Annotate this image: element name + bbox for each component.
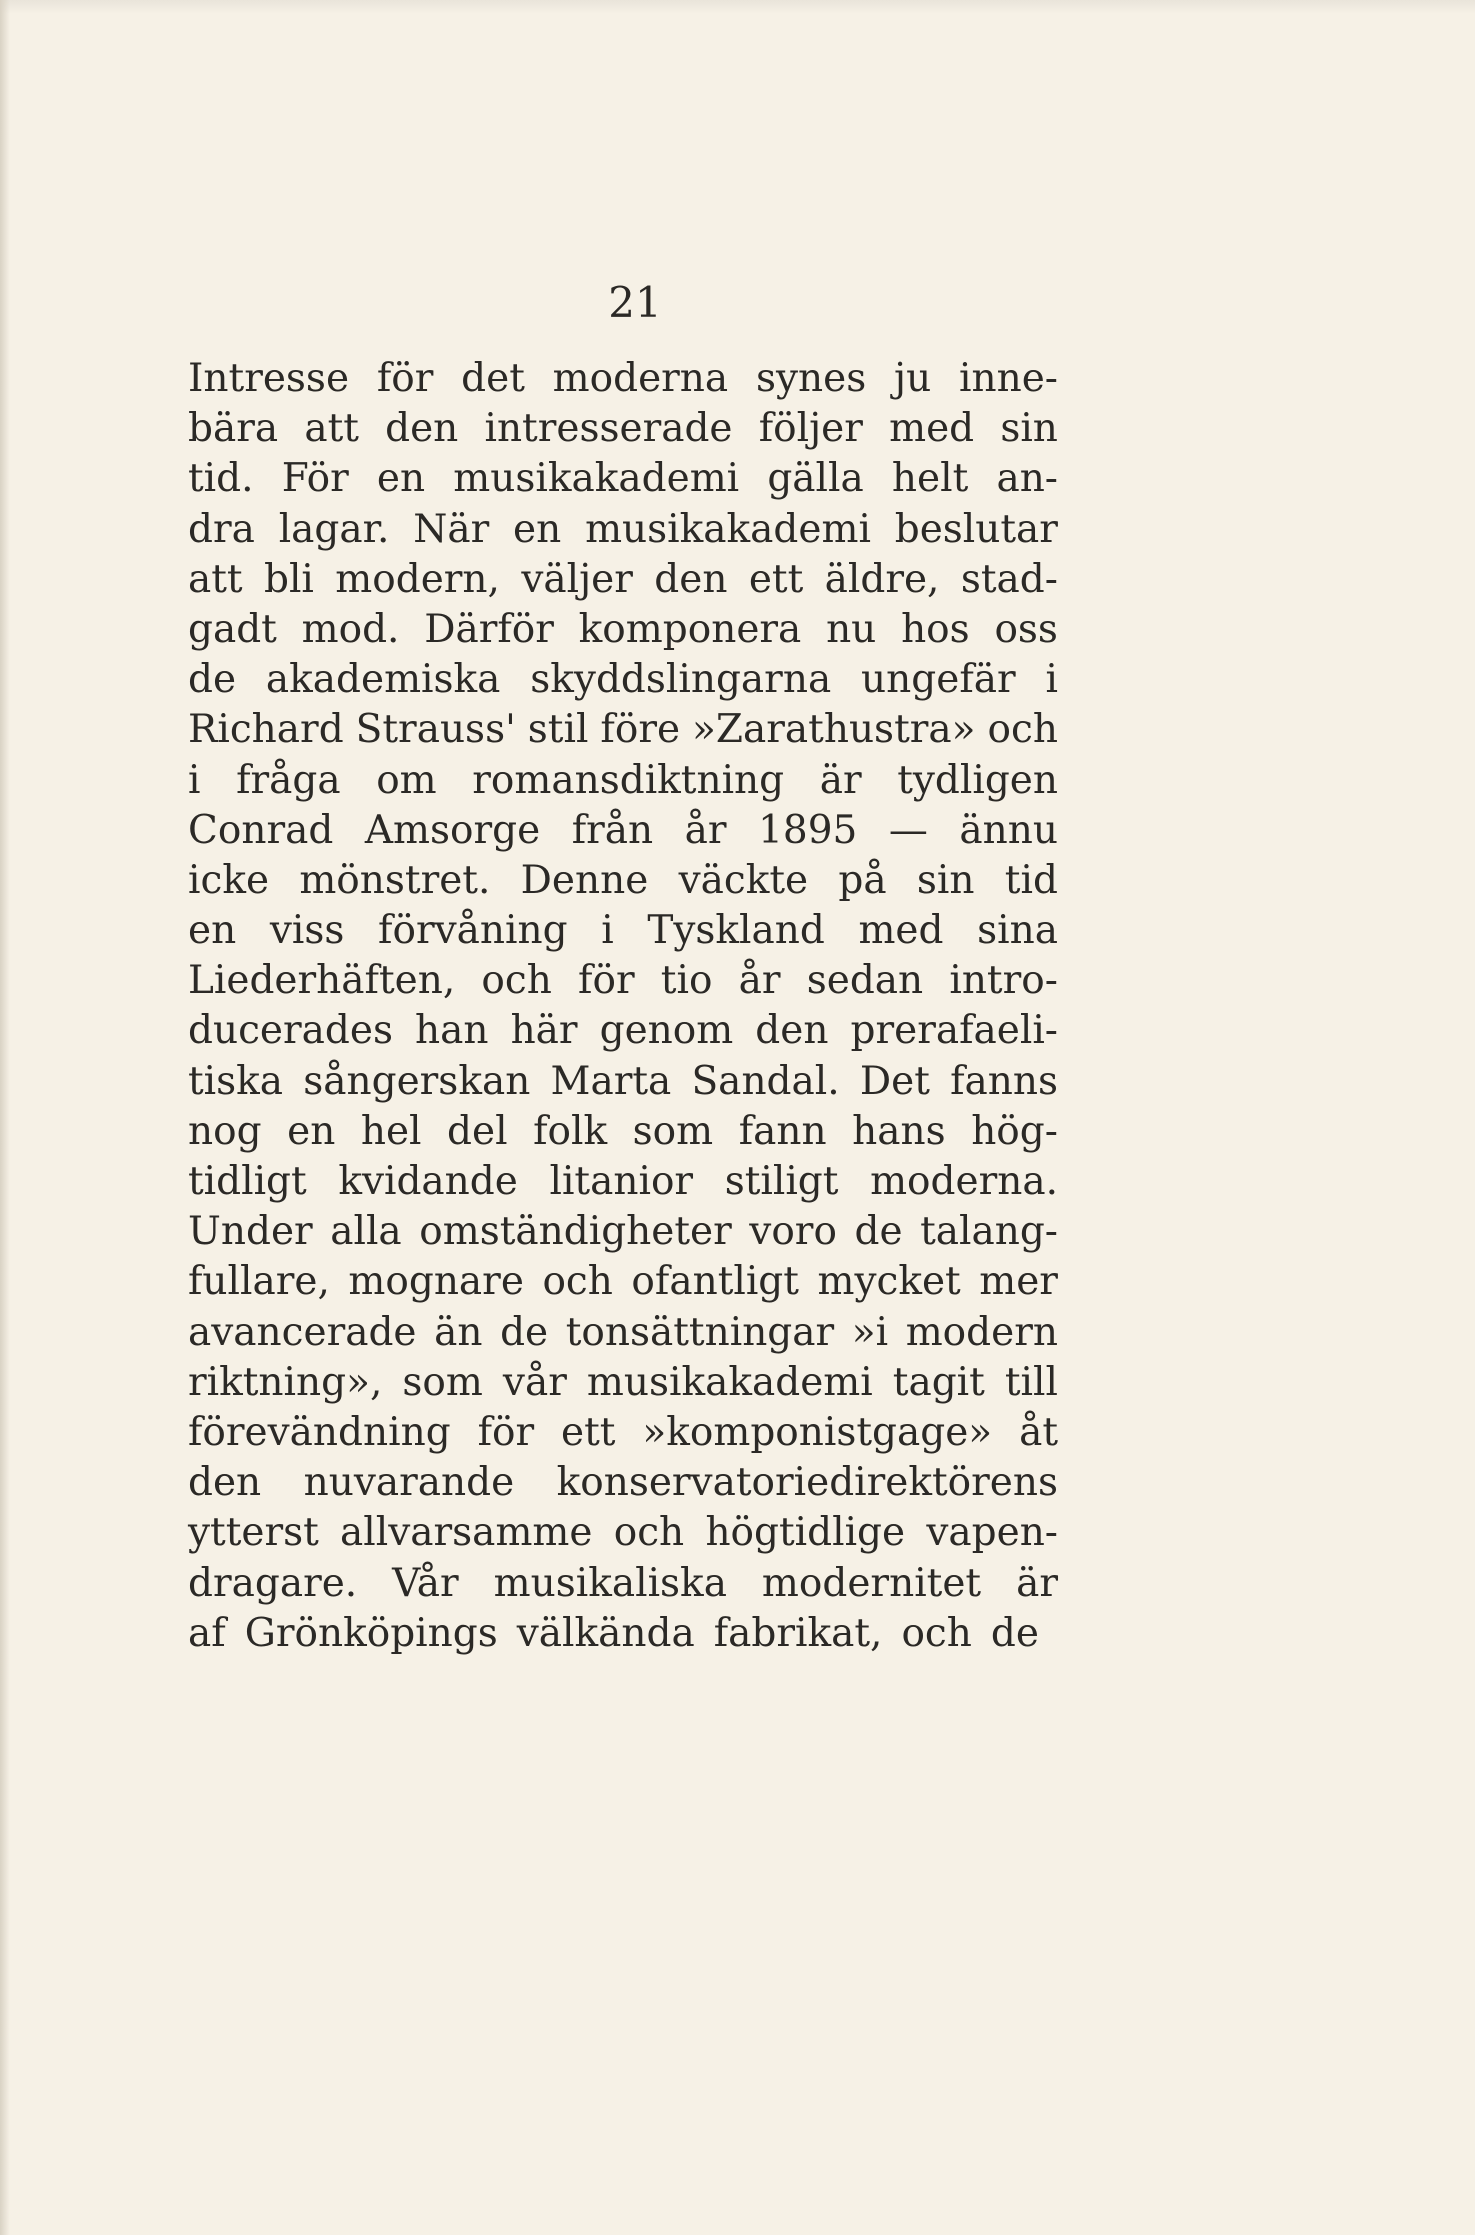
word: han bbox=[415, 1008, 489, 1054]
text-line bbox=[188, 1610, 1058, 1663]
word: modern, bbox=[335, 556, 500, 602]
word: förevändning bbox=[188, 1409, 451, 1455]
word: i bbox=[188, 757, 201, 803]
word: för bbox=[477, 1409, 535, 1455]
word: mod. bbox=[301, 606, 400, 652]
word: »i bbox=[851, 1309, 889, 1355]
word: För bbox=[281, 456, 349, 502]
word: år bbox=[684, 807, 727, 853]
word: Conrad bbox=[188, 807, 334, 853]
word: del bbox=[447, 1108, 508, 1154]
word: stad- bbox=[960, 556, 1058, 602]
word: om bbox=[376, 757, 437, 803]
word: fullare, bbox=[188, 1259, 330, 1305]
word: de bbox=[188, 657, 237, 703]
word: med bbox=[858, 908, 944, 954]
word: tid bbox=[1004, 857, 1058, 903]
word: musikaliska bbox=[493, 1560, 727, 1606]
word: Det bbox=[859, 1058, 930, 1104]
word: åt bbox=[1019, 1409, 1058, 1455]
word: sin bbox=[1000, 406, 1058, 452]
word: i bbox=[601, 908, 614, 954]
word: alla bbox=[330, 1209, 402, 1255]
word: högtidlige bbox=[705, 1510, 906, 1556]
word: Marta bbox=[550, 1058, 672, 1104]
word: fabrikat, bbox=[713, 1610, 883, 1656]
text-line bbox=[188, 1261, 1058, 1311]
word: att bbox=[188, 556, 243, 602]
word: inne- bbox=[959, 356, 1058, 401]
text-line bbox=[188, 960, 1058, 1010]
word: till bbox=[1004, 1359, 1058, 1405]
word: Tyskland bbox=[647, 908, 825, 954]
word: ytterst bbox=[188, 1510, 319, 1556]
word: moderna. bbox=[870, 1159, 1058, 1204]
word: tidligt bbox=[188, 1159, 307, 1204]
word: komponera bbox=[578, 606, 802, 652]
page-binding-shadow bbox=[0, 0, 10, 2235]
word: Grönköpings bbox=[244, 1610, 498, 1656]
word: tagit bbox=[892, 1359, 985, 1405]
word: an- bbox=[996, 456, 1058, 502]
word: beslutar bbox=[894, 506, 1058, 552]
word: fanns bbox=[950, 1058, 1058, 1104]
word: tonsättningar bbox=[565, 1309, 835, 1355]
word: stil bbox=[527, 707, 589, 753]
word: än bbox=[434, 1309, 483, 1355]
word: vapen- bbox=[926, 1510, 1058, 1556]
text-line bbox=[188, 1560, 1058, 1613]
word: ett bbox=[561, 1409, 616, 1455]
word: Sandal. bbox=[691, 1058, 840, 1104]
word: det bbox=[461, 356, 525, 401]
text-line bbox=[188, 1409, 1058, 1462]
word: akademiska bbox=[265, 657, 501, 703]
word: intresserade bbox=[484, 406, 733, 452]
word: Denne bbox=[520, 857, 649, 903]
page-number: 21 bbox=[608, 278, 662, 327]
word: ju bbox=[894, 356, 932, 401]
body-text bbox=[188, 358, 1058, 1663]
word: prerafaeli- bbox=[850, 1008, 1058, 1054]
word: ducerades bbox=[188, 1008, 393, 1054]
word: bära bbox=[188, 406, 279, 452]
text-line bbox=[188, 807, 1058, 860]
word: dra bbox=[188, 506, 255, 552]
word: år bbox=[738, 958, 781, 1004]
word: musikakademi bbox=[586, 1359, 873, 1405]
word: sångerskan bbox=[303, 1058, 531, 1104]
text-line bbox=[188, 358, 1058, 408]
word: den bbox=[385, 406, 459, 452]
word: och bbox=[901, 1610, 972, 1656]
word: ett bbox=[748, 556, 804, 602]
word: hans bbox=[852, 1108, 946, 1154]
word: nog bbox=[188, 1108, 262, 1154]
word: från bbox=[571, 807, 654, 853]
word: oss bbox=[994, 606, 1058, 652]
text-line bbox=[188, 1058, 1058, 1111]
word: som bbox=[402, 1359, 483, 1405]
word: Strauss' bbox=[355, 707, 516, 753]
word: för bbox=[376, 356, 434, 401]
text-line bbox=[188, 506, 1058, 559]
text-line bbox=[188, 1359, 1058, 1412]
text-line bbox=[188, 857, 1058, 910]
text-line bbox=[188, 1161, 1058, 1211]
word: för bbox=[578, 958, 635, 1004]
text-line bbox=[188, 1211, 1058, 1261]
word: genom bbox=[599, 1008, 734, 1054]
word: sedan bbox=[806, 958, 924, 1004]
text-line bbox=[188, 757, 1058, 810]
word: den bbox=[755, 1008, 829, 1054]
word: mer bbox=[979, 1259, 1058, 1305]
word: talang- bbox=[920, 1209, 1058, 1255]
word: de bbox=[500, 1309, 549, 1355]
word: allvarsamme bbox=[340, 1510, 593, 1556]
word: Liederhäften, bbox=[188, 958, 456, 1004]
word: sina bbox=[977, 908, 1058, 954]
word: konservatoriedirektörens bbox=[556, 1460, 1058, 1506]
word: hel bbox=[360, 1108, 422, 1154]
word: ungefär bbox=[861, 657, 1016, 703]
word: är bbox=[1016, 1560, 1058, 1606]
word: mycket bbox=[817, 1259, 961, 1305]
page-top-edge bbox=[0, 0, 1475, 14]
word: före bbox=[600, 707, 681, 753]
word: en bbox=[188, 908, 237, 954]
word: en bbox=[513, 506, 562, 552]
text-line bbox=[188, 709, 1058, 759]
word: romansdiktning bbox=[472, 757, 785, 803]
word: fann bbox=[738, 1108, 827, 1154]
word: »komponistgage» bbox=[642, 1409, 993, 1455]
word: tydligen bbox=[897, 757, 1058, 803]
word: fråga bbox=[236, 757, 341, 803]
text-line bbox=[188, 1512, 1058, 1562]
word: nu bbox=[826, 606, 877, 652]
word: väckte bbox=[678, 857, 809, 903]
word: gälla bbox=[767, 456, 864, 502]
word: äldre, bbox=[824, 556, 940, 602]
word: den bbox=[188, 1460, 262, 1506]
text-line bbox=[188, 1108, 1058, 1161]
word: När bbox=[413, 506, 490, 552]
word: Amsorge bbox=[364, 807, 541, 853]
word: en bbox=[376, 456, 426, 502]
word: lagar. bbox=[278, 506, 390, 552]
word: vår bbox=[502, 1359, 567, 1405]
word: musikakademi bbox=[585, 506, 871, 552]
word: en bbox=[287, 1108, 336, 1154]
word: stiligt bbox=[724, 1159, 839, 1204]
text-line bbox=[188, 458, 1058, 508]
word: och bbox=[613, 1510, 685, 1556]
word: väljer bbox=[521, 556, 633, 602]
word: hos bbox=[901, 606, 970, 652]
word: modernitet bbox=[761, 1560, 982, 1606]
word: Under bbox=[188, 1209, 313, 1255]
word: Richard bbox=[188, 707, 344, 753]
word: ännu bbox=[959, 807, 1058, 853]
word: kvidande bbox=[338, 1159, 518, 1204]
word: af bbox=[188, 1610, 226, 1656]
word: litanior bbox=[549, 1159, 694, 1204]
word: musikakademi bbox=[453, 456, 740, 502]
word: välkända bbox=[516, 1610, 695, 1656]
word: sin bbox=[916, 857, 975, 903]
word: viss bbox=[269, 908, 345, 954]
word: bli bbox=[263, 556, 314, 602]
word: är bbox=[819, 757, 862, 803]
word: de bbox=[854, 1209, 903, 1255]
word: dragare. bbox=[188, 1560, 358, 1606]
word: folk bbox=[533, 1108, 608, 1154]
word: Vår bbox=[392, 1560, 459, 1606]
word: gadt bbox=[188, 606, 277, 652]
word: 1895 bbox=[758, 807, 858, 853]
text-line bbox=[188, 556, 1058, 609]
word: och bbox=[542, 1259, 613, 1305]
word: Intresse bbox=[188, 356, 350, 401]
word: förvåning bbox=[378, 908, 568, 954]
word: Därför bbox=[424, 606, 554, 652]
word: intro- bbox=[949, 958, 1058, 1004]
word: mönstret. bbox=[299, 857, 491, 903]
word: med bbox=[889, 406, 975, 452]
word: de bbox=[990, 1610, 1039, 1656]
word: mognare bbox=[348, 1259, 524, 1305]
word: här bbox=[510, 1008, 578, 1054]
text-line bbox=[188, 659, 1058, 709]
word: helt bbox=[891, 456, 969, 502]
text-line bbox=[188, 408, 1058, 458]
word: synes bbox=[755, 356, 867, 401]
text-line bbox=[188, 910, 1058, 960]
text-line bbox=[188, 1309, 1058, 1362]
word: tio bbox=[660, 958, 713, 1004]
word: den bbox=[654, 556, 728, 602]
text-line bbox=[188, 1462, 1058, 1512]
word: och bbox=[481, 958, 552, 1004]
word: och bbox=[987, 707, 1058, 753]
word: i bbox=[1045, 657, 1058, 703]
word: som bbox=[632, 1108, 714, 1154]
word: »Zarathustra» bbox=[692, 707, 976, 753]
word: på bbox=[838, 857, 887, 903]
word: tid. bbox=[188, 456, 254, 502]
word: följer bbox=[758, 406, 863, 452]
text-line bbox=[188, 606, 1058, 659]
word: skyddslingarna bbox=[530, 657, 832, 703]
word: omständigheter bbox=[419, 1209, 732, 1255]
word: voro bbox=[749, 1209, 837, 1255]
word: hög- bbox=[971, 1108, 1058, 1154]
word: nuvarande bbox=[303, 1460, 515, 1506]
word: moderna bbox=[552, 356, 729, 401]
text-line bbox=[188, 1010, 1058, 1060]
word: ofantligt bbox=[631, 1259, 799, 1305]
word: modern bbox=[905, 1309, 1058, 1355]
word: riktning», bbox=[188, 1359, 383, 1405]
word: tiska bbox=[188, 1058, 284, 1104]
word: icke bbox=[188, 857, 270, 903]
word: att bbox=[304, 406, 359, 452]
word: avancerade bbox=[188, 1309, 417, 1355]
word: — bbox=[888, 807, 928, 853]
